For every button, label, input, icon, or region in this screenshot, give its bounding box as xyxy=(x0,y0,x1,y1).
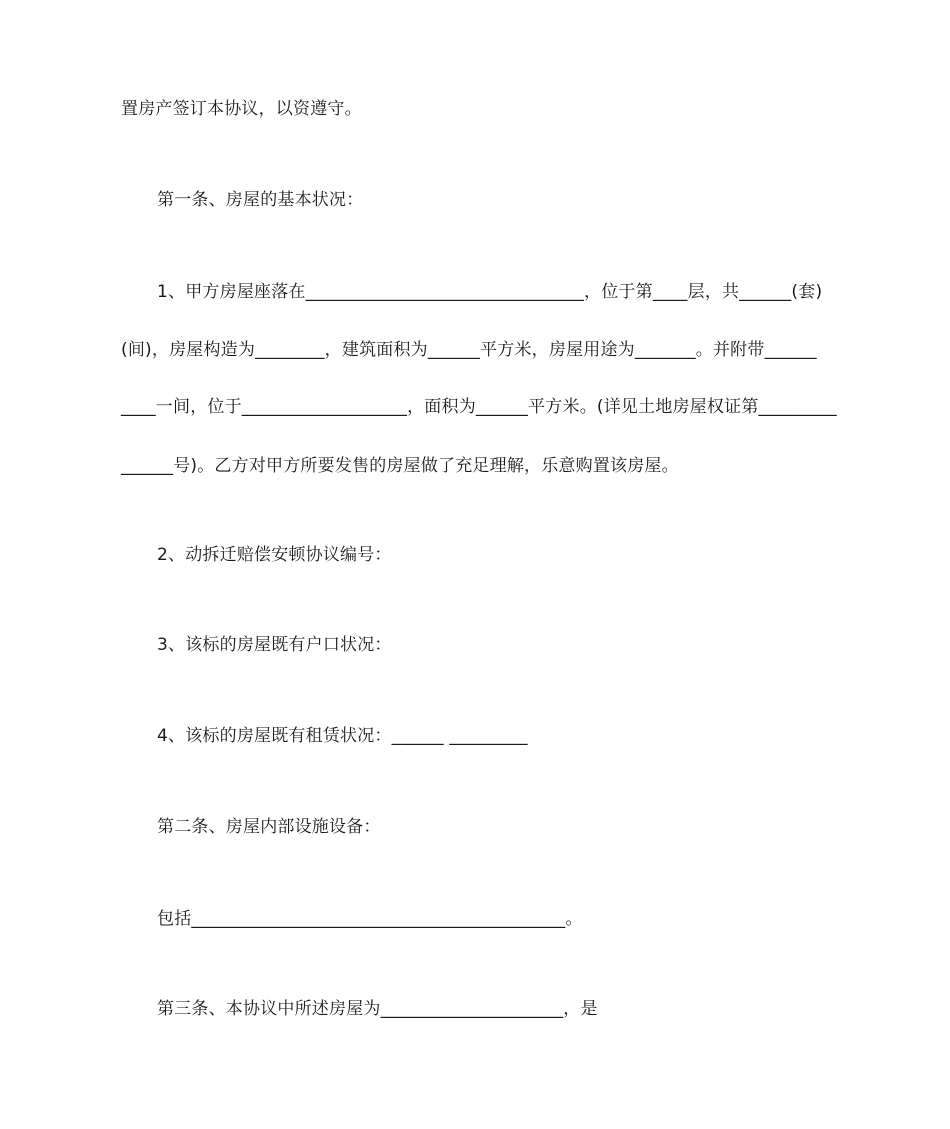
article-3-heading: 第三条、本协议中所述房屋为_____________________，是 xyxy=(157,999,598,1019)
text-line-closing-preamble: 置房产签订本协议，以资遵守。 xyxy=(121,99,362,119)
article-2-content: 包括___________________________________________。 xyxy=(157,909,583,929)
clause-3: 3、该标的房屋既有户口状况： xyxy=(157,635,392,655)
clause-1-line-4: ______号)。乙方对甲方所要发售的房屋做了充足理解，乐意购置该房屋。 xyxy=(121,456,679,476)
article-2-heading: 第二条、房屋内部设施设备： xyxy=(157,817,381,837)
clause-2: 2、动拆迁赔偿安顿协议编号： xyxy=(157,545,392,565)
clause-1-line-2: (间)，房屋构造为________，建筑面积为______平方米，房屋用途为_______。并附带______ xyxy=(121,340,817,360)
clause-1-line-3: ____一间，位于___________________，面积为______平方米。(详见土地房屋权证第_________ xyxy=(121,397,837,417)
article-1-heading: 第一条、房屋的基本状况： xyxy=(157,190,364,210)
clause-1-line-1: 1、甲方房屋座落在________________________________，位于第____层，共______(套) xyxy=(157,282,823,302)
clause-4: 4、该标的房屋既有租赁状况：______ _________ xyxy=(157,726,528,746)
